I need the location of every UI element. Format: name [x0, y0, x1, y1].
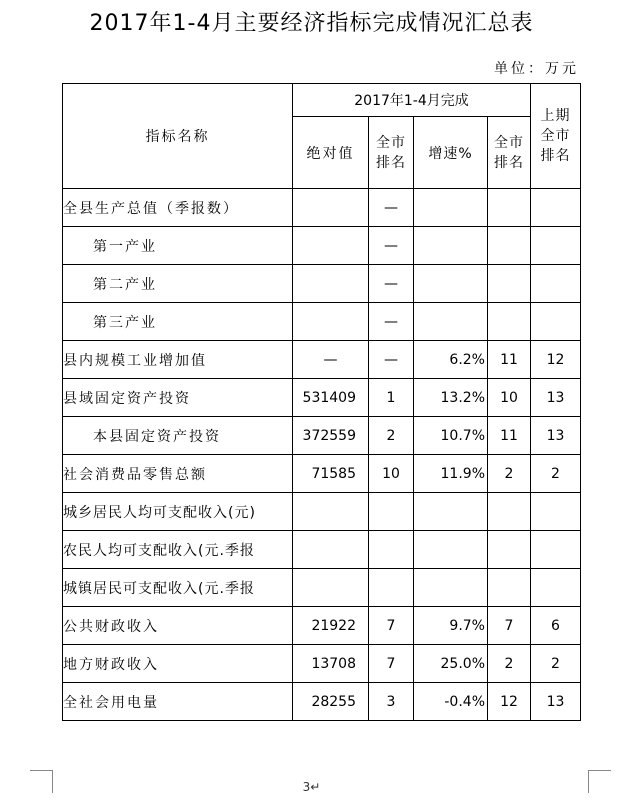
header-prev-rank-line2: 全市 [540, 128, 571, 144]
row-name: 城镇居民可支配收入(元.季报 [63, 569, 293, 607]
row-rank2: 2 [488, 645, 531, 683]
row-name: 第二产业 [63, 265, 293, 303]
row-growth: 9.7% [414, 607, 488, 645]
row-abs [293, 493, 369, 531]
row-prev: 13 [531, 417, 581, 455]
row-abs: 21922 [293, 607, 369, 645]
header-prev-rank-line3: 排名 [540, 148, 571, 164]
table-row [63, 455, 581, 493]
table-row [63, 303, 581, 341]
header-city-rank [369, 117, 414, 189]
row-rank: — [369, 227, 414, 265]
table-row [63, 493, 581, 531]
row-abs: 372559 [293, 417, 369, 455]
row-prev [531, 303, 581, 341]
header-growth: 增速% [414, 117, 488, 189]
header-abs: 绝对值 [293, 117, 369, 189]
table-row [63, 265, 581, 303]
row-rank: 3 [369, 683, 414, 721]
row-rank: 10 [369, 455, 414, 493]
row-rank: 2 [369, 417, 414, 455]
row-prev [531, 493, 581, 531]
row-prev: 13 [531, 683, 581, 721]
row-growth [414, 227, 488, 265]
row-prev: 13 [531, 379, 581, 417]
row-growth [414, 493, 488, 531]
row-abs [293, 531, 369, 569]
row-name: 社会消费品零售总额 [63, 455, 293, 493]
table-row [63, 227, 581, 265]
header-prev-rank [531, 84, 581, 189]
row-prev [531, 569, 581, 607]
row-name: 农民人均可支配收入(元.季报 [63, 531, 293, 569]
table-row [63, 607, 581, 645]
row-rank2: 11 [488, 341, 531, 379]
row-abs [293, 189, 369, 227]
table-row [63, 341, 581, 379]
table-row [63, 569, 581, 607]
row-abs: — [293, 341, 369, 379]
row-prev: 2 [531, 455, 581, 493]
row-rank [369, 493, 414, 531]
header-city-rank2 [488, 117, 531, 189]
page-number: 3↵ [302, 780, 321, 794]
row-rank: — [369, 265, 414, 303]
row-name: 全社会用电量 [63, 683, 293, 721]
row-growth: 10.7% [414, 417, 488, 455]
page-title: 2017年1-4月主要经济指标完成情况汇总表 [89, 11, 534, 36]
row-name: 县域固定资产投资 [63, 379, 293, 417]
row-rank2 [488, 189, 531, 227]
row-rank2 [488, 227, 531, 265]
row-rank2 [488, 569, 531, 607]
row-rank2 [488, 493, 531, 531]
row-rank2: 2 [488, 455, 531, 493]
row-rank: — [369, 189, 414, 227]
row-prev [531, 531, 581, 569]
row-name: 地方财政收入 [63, 645, 293, 683]
row-growth [414, 303, 488, 341]
row-growth: 13.2% [414, 379, 488, 417]
row-growth [414, 189, 488, 227]
row-growth [414, 265, 488, 303]
row-prev [531, 265, 581, 303]
table-row [63, 683, 581, 721]
unit-label: 单位：万元 [494, 61, 579, 77]
row-name: 县内规模工业增加值 [63, 341, 293, 379]
row-abs [293, 303, 369, 341]
row-rank: — [369, 341, 414, 379]
row-growth [414, 569, 488, 607]
row-growth: 6.2% [414, 341, 488, 379]
row-rank: — [369, 303, 414, 341]
header-prev-rank-line1: 上期 [540, 108, 571, 124]
row-prev: 6 [531, 607, 581, 645]
row-prev: 2 [531, 645, 581, 683]
row-name: 公共财政收入 [63, 607, 293, 645]
row-growth: 11.9% [414, 455, 488, 493]
row-rank: 7 [369, 607, 414, 645]
row-rank: 7 [369, 645, 414, 683]
header-city-rank-line1: 全市 [376, 134, 406, 151]
row-rank2 [488, 265, 531, 303]
row-name: 本县固定资产投资 [63, 417, 293, 455]
header-period: 2017年1-4月完成 [293, 84, 531, 117]
row-rank [369, 569, 414, 607]
row-abs: 531409 [293, 379, 369, 417]
table-row [63, 189, 581, 227]
row-prev [531, 189, 581, 227]
row-rank: 1 [369, 379, 414, 417]
row-name: 第一产业 [63, 227, 293, 265]
row-prev [531, 227, 581, 265]
row-rank2 [488, 303, 531, 341]
row-abs: 13708 [293, 645, 369, 683]
row-rank2: 7 [488, 607, 531, 645]
row-prev: 12 [531, 341, 581, 379]
row-rank2: 12 [488, 683, 531, 721]
row-rank2 [488, 531, 531, 569]
indicators-table [62, 83, 581, 721]
row-rank2: 10 [488, 379, 531, 417]
row-growth: 25.0% [414, 645, 488, 683]
header-indicator-name: 指标名称 [63, 84, 293, 189]
header-city-rank2-line1: 全市 [494, 134, 524, 151]
table-row [63, 645, 581, 683]
header-city-rank-line2: 排名 [376, 154, 406, 171]
row-name: 第三产业 [63, 303, 293, 341]
table-row [63, 417, 581, 455]
row-abs: 71585 [293, 455, 369, 493]
row-abs: 28255 [293, 683, 369, 721]
row-growth [414, 531, 488, 569]
row-rank2: 11 [488, 417, 531, 455]
header-city-rank2-line2: 排名 [494, 154, 524, 171]
table-row [63, 379, 581, 417]
table-row [63, 531, 581, 569]
row-abs [293, 265, 369, 303]
row-growth: -0.4% [414, 683, 488, 721]
row-abs [293, 227, 369, 265]
row-rank [369, 531, 414, 569]
row-abs [293, 569, 369, 607]
row-name: 全县生产总值（季报数） [63, 189, 293, 227]
row-name: 城乡居民人均可支配收入(元) [63, 493, 293, 531]
